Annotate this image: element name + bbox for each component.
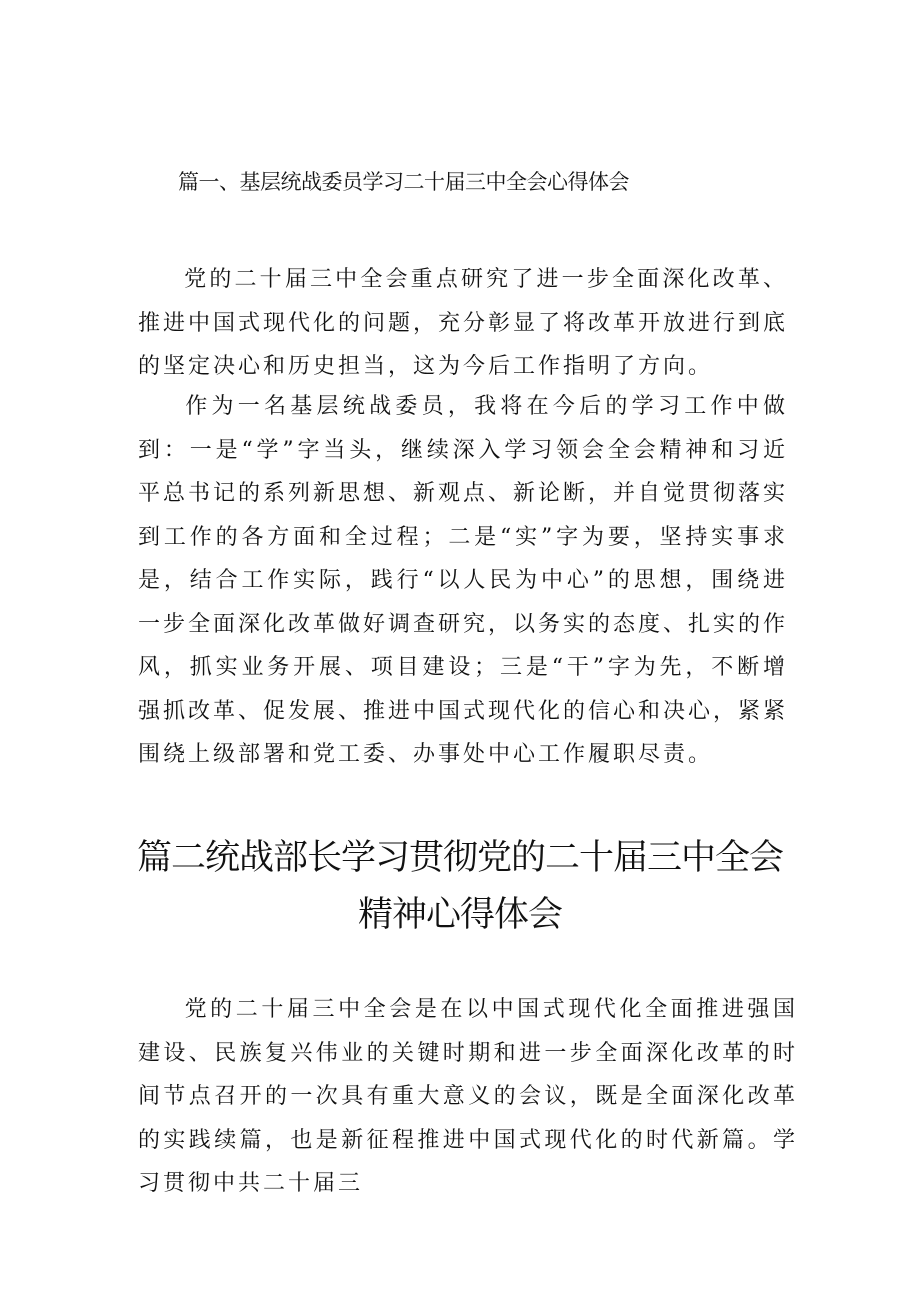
section1-paragraph-1 [138,258,788,389]
section1-paragraph-2-text: 作为一名基层统战委员，我将在今后的学习工作中做到：一是“学”字当头，继续深入学习领会全会精神和习近平总书记的系列新思想、新观点、新论断，并自觉贯彻落实到工作的各方面和全过程；二是“实”字为要，坚持实事求是，结合工作实际，践行“以人民为中心”的思想，围绕进一步全面深化改革做好调查研究，以务实的态度、扎实的作风，抓实业务开展、项目建设；三是“干”字为先，不断增强抓改革、促发展、推进中国式现代化的信心和决心，紧紧围绕上级部署和党工委、办事处中心工作履职尽责。 [138,394,789,767]
section1-paragraph-2 [138,385,788,777]
section2-paragraph-1-text: 党的二十届三中全会是在以中国式现代化全面推进强国建设、民族复兴伟业的关键时期和进一步全面深化改革的时间节点召开的一次具有重大意义的会议，既是全面深化改革的实践续篇，也是新征程推进中国式现代化的时代新篇。学习贯彻中共二十届三 [138,997,798,1196]
section1-title: 篇一、基层统战委员学习二十届三中全会心得体会 [178,170,629,194]
section1-paragraph-1-text: 党的二十届三中全会重点研究了进一步全面深化改革、推进中国式现代化的问题，充分彰显了将改革开放进行到底的坚定决心和历史担当，这为今后工作指明了方向。 [138,267,789,379]
section2-paragraph-1 [138,988,798,1206]
section2-title: 篇二统战部长学习贯彻党的二十届三中全会精神心得体会 [136,838,783,935]
